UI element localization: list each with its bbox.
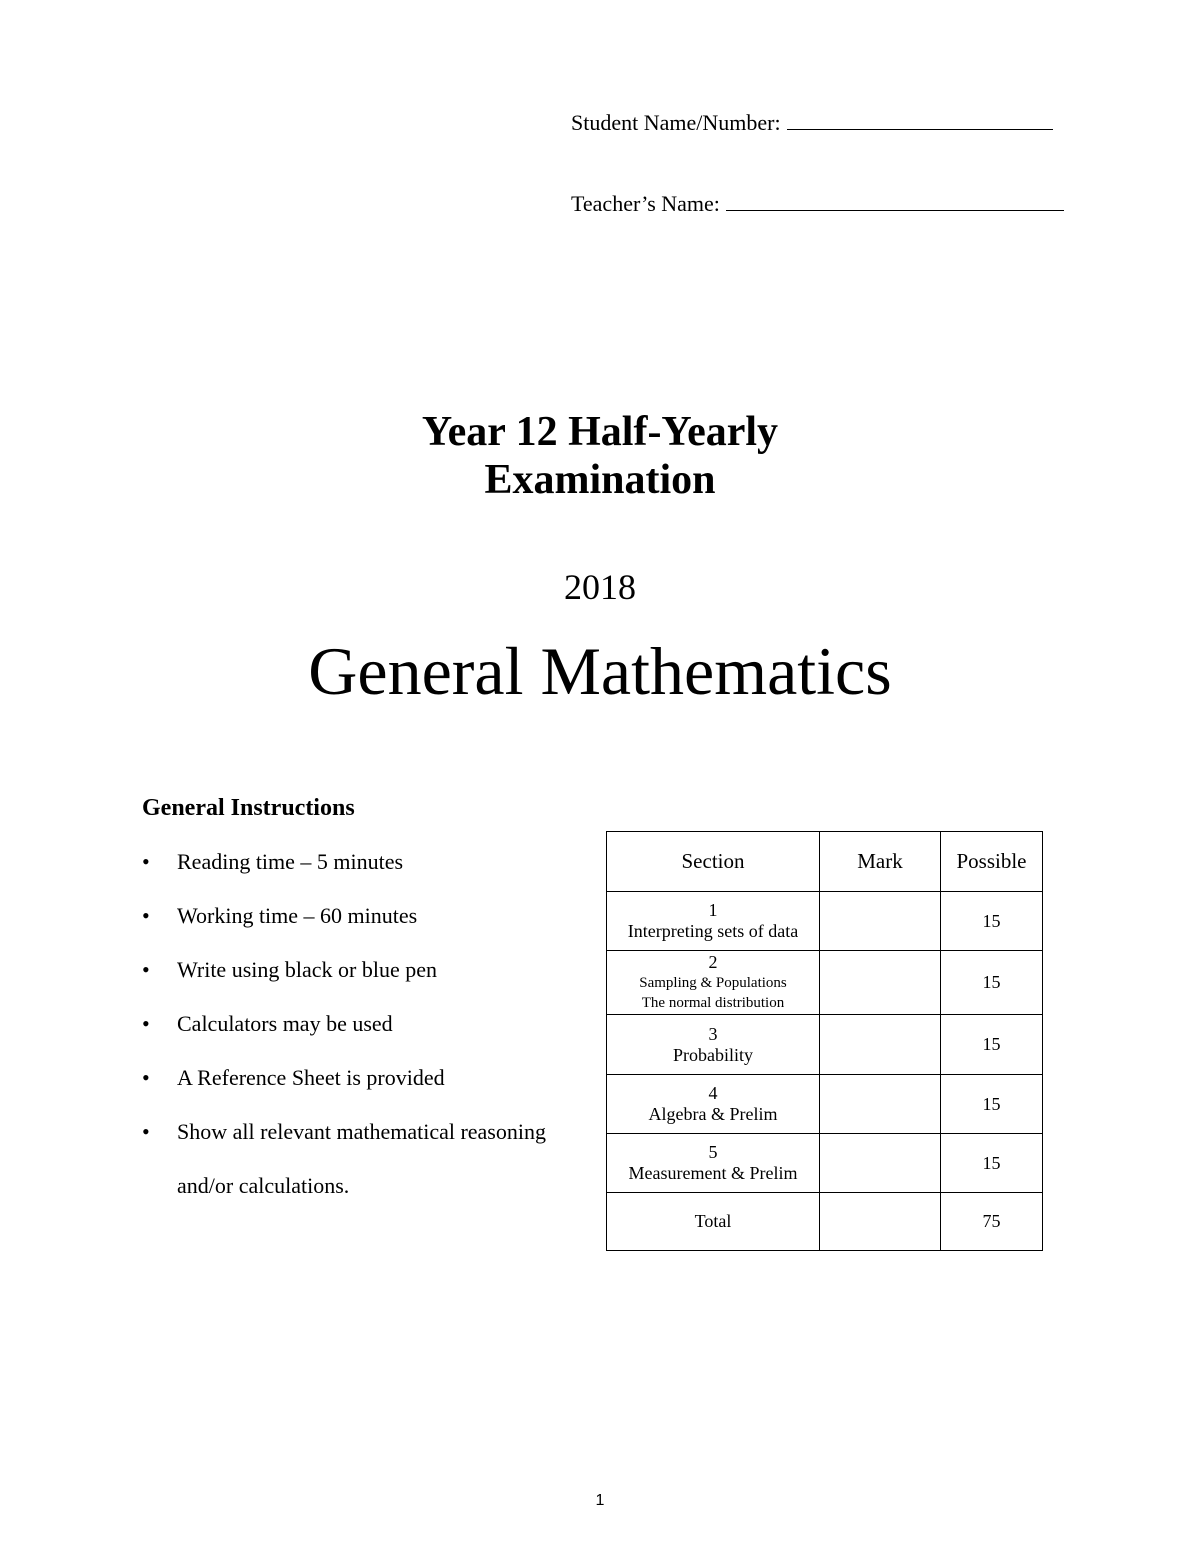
instruction-text: Reading time – 5 minutes [177,849,404,874]
student-name-label: Student Name/Number: [571,110,781,135]
marks-table [606,831,1043,1251]
instruction-item [142,1064,582,1091]
mark-cell[interactable] [820,892,941,951]
mark-cell[interactable] [820,951,941,1015]
instructions-list [142,848,582,1240]
instruction-text: Show all relevant mathematical reasoning [177,1119,546,1144]
instruction-item [142,1105,582,1213]
instruction-text: Working time – 60 minutes [177,903,418,928]
possible-cell: 15 [941,1134,1043,1193]
section-cell [607,1134,820,1193]
instruction-text: Calculators may be used [177,1011,393,1036]
section-number: 5 [708,1142,718,1162]
possible-cell: 15 [941,951,1043,1015]
teacher-name-field[interactable] [571,191,1064,217]
table-row [607,892,1043,951]
exam-title-line2: Examination [484,457,716,503]
mark-cell[interactable] [820,1134,941,1193]
section-number: 4 [708,1083,718,1103]
section-number: 3 [708,1023,718,1044]
table-header-row [607,832,1043,892]
bullet-icon: • [142,903,150,928]
teacher-name-label: Teacher’s Name: [571,191,720,216]
section-number: 1 [708,900,718,920]
section-name-line2: The normal distribution [641,995,785,1011]
instruction-text: A Reference Sheet is provided [177,1065,445,1090]
bullet-icon: • [142,957,150,982]
section-name: Measurement & Prelim [628,1163,798,1183]
table-row [607,1134,1043,1193]
bullet-icon: • [142,1065,150,1090]
table-total-row [607,1193,1043,1251]
table-row [607,951,1043,1015]
exam-title-line1: Year 12 Half-Yearly [421,409,779,455]
section-cell [607,1015,820,1075]
header-mark: Mark [820,832,941,892]
bullet-icon: • [142,1011,150,1036]
subject-title: General Mathematics [308,633,892,709]
instruction-item [142,956,582,983]
student-name-field[interactable] [571,110,1053,136]
instruction-item [142,902,582,929]
table-row [607,1075,1043,1134]
section-name: Probability [673,1044,753,1065]
possible-cell: 15 [941,892,1043,951]
student-name-blank[interactable] [787,128,1053,130]
header-possible: Possible [941,832,1043,892]
total-mark-cell[interactable] [820,1193,941,1251]
total-label-cell: Total [607,1193,820,1251]
mark-cell[interactable] [820,1075,941,1134]
section-name: Interpreting sets of data [627,921,799,941]
exam-year: 2018 [564,567,636,607]
instructions-heading: General Instructions [142,795,355,821]
section-cell [607,951,820,1015]
section-number: 2 [708,952,718,972]
bullet-icon: • [142,849,150,874]
mark-cell[interactable] [820,1015,941,1075]
section-cell [607,1075,820,1134]
section-name: Sampling & Populations [639,975,787,991]
table-row [607,1015,1043,1075]
page-number: 1 [595,1492,605,1509]
section-name: Algebra & Prelim [648,1104,778,1124]
instruction-text: Write using black or blue pen [177,957,437,982]
exam-title [0,408,1200,504]
instruction-item [142,1010,582,1037]
section-cell [607,892,820,951]
total-possible-cell: 75 [941,1193,1043,1251]
instruction-item [142,848,582,875]
teacher-name-blank[interactable] [726,209,1064,211]
possible-cell: 15 [941,1075,1043,1134]
possible-cell: 15 [941,1015,1043,1075]
header-section: Section [607,832,820,892]
bullet-icon: • [142,1119,150,1144]
instruction-text-continued: and/or calculations. [177,1173,350,1198]
